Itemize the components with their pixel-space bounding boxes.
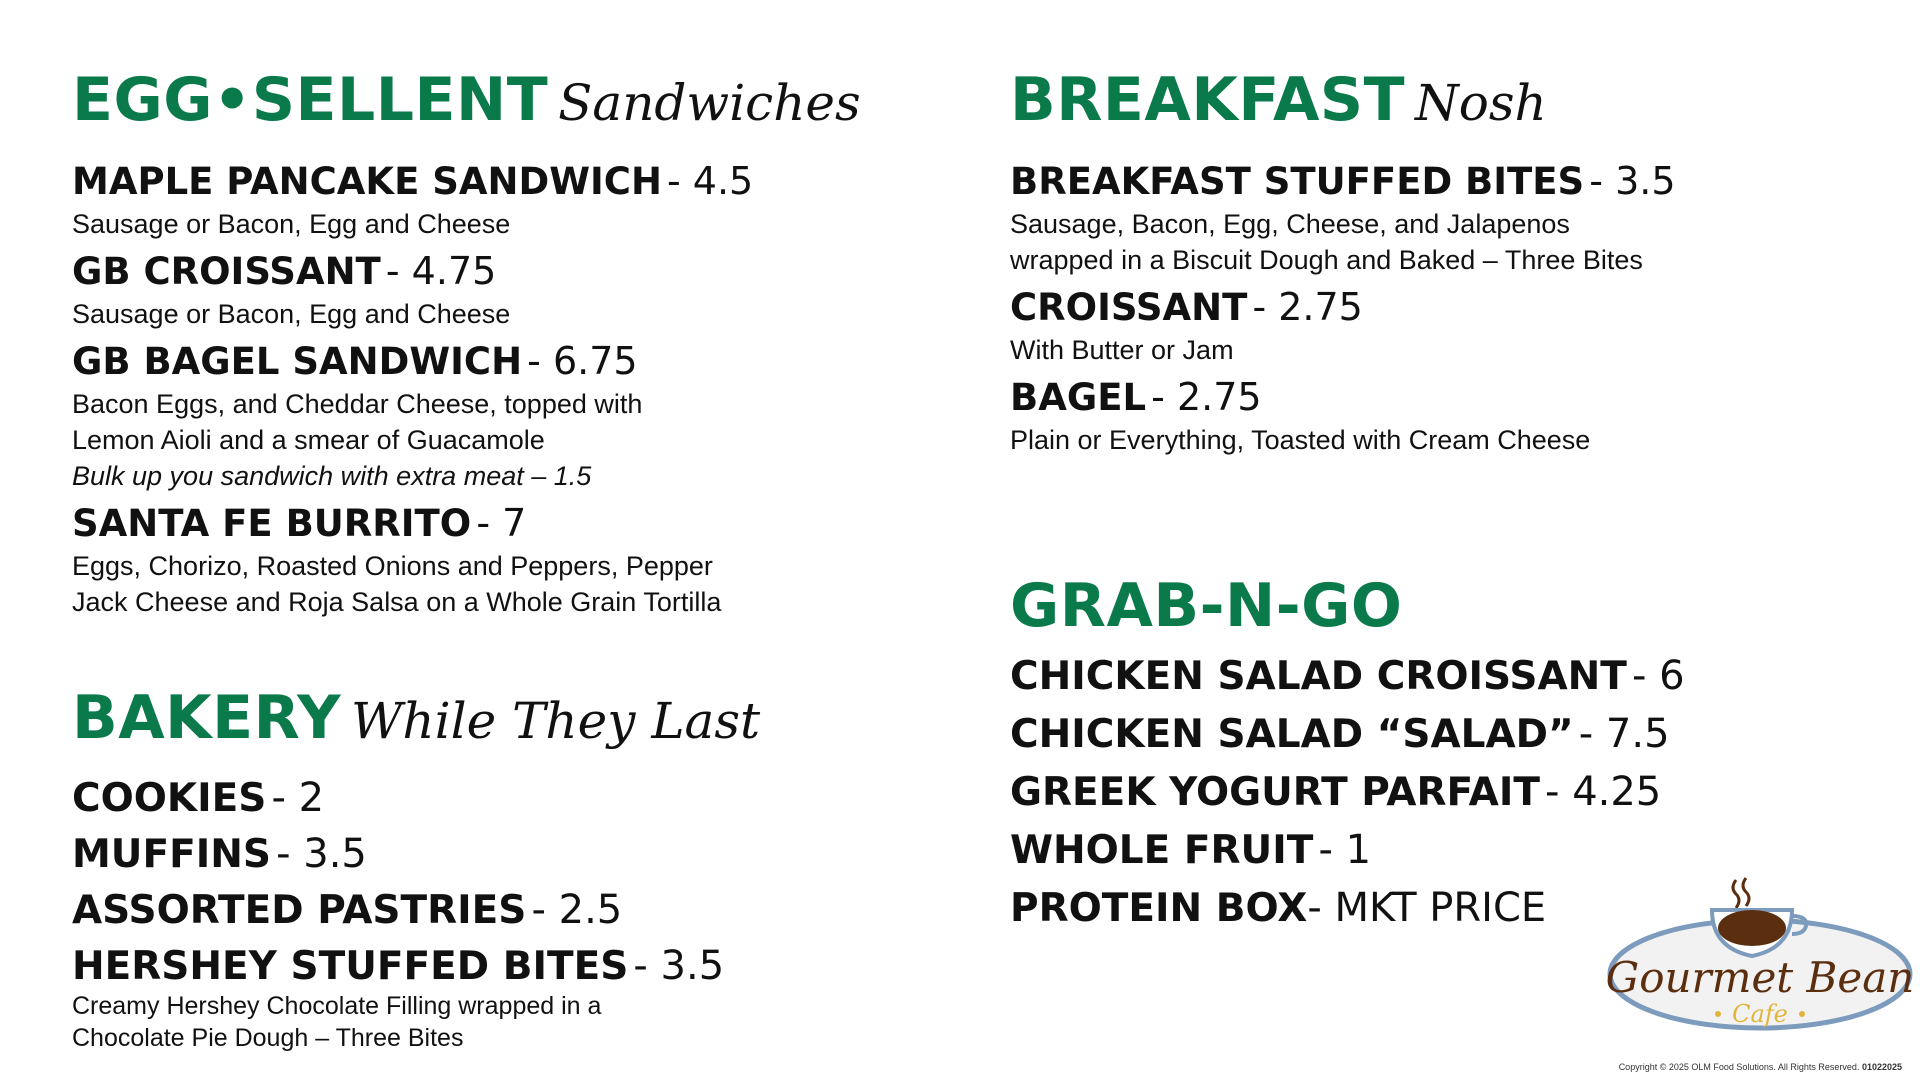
item-name: COOKIES [72,776,267,821]
item-price: - 6 [1632,653,1685,699]
item-price: - 4.25 [1545,769,1662,815]
item-name: GREEK YOGURT PARFAIT [1010,770,1540,815]
description-line: Creamy Hershey Chocolate Filling wrapped in a [72,992,602,1020]
breakfast-title-main: BREAKFAST [1010,65,1406,135]
menu-item-gb-croissant [72,249,511,332]
description-line: Bacon Eggs, and Cheddar Cheese, topped with [72,389,643,419]
copyright-code: 01022025 [1861,1062,1902,1072]
item-price: - 4.5 [667,159,754,203]
logo-dot-icon [1799,1011,1805,1017]
item-name: PROTEIN BOX [1010,886,1308,931]
egg-title-main: EGG•SELLENT [72,65,549,135]
item-name: GB BAGEL SANDWICH [72,340,523,383]
item-price: - 3.5 [1589,159,1676,203]
menu-item-gb-bagel-sandwich [72,339,643,494]
item-price: - 2 [271,775,325,821]
grab-title-main: GRAB-N-GO [1010,571,1403,641]
logo-name: Gourmet Bean [1605,953,1915,1002]
item-price: - 4.75 [385,249,497,293]
item-price: - 3.5 [276,831,367,877]
item-name: HERSHEY STUFFED BITES [72,944,629,989]
bakery-title-script: While They Last [351,692,761,750]
item-price: - 6.75 [527,339,638,383]
item-price: - 1 [1318,827,1372,873]
menu-item-maple-pancake-sandwich [72,159,754,242]
menu-item-protein-box [1010,885,1547,931]
copyright-text: Copyright © 2025 OLM Food Solutions. All Rights Reserved. [1618,1062,1860,1072]
item-price: - 3.5 [633,943,725,989]
item-description: Plain or Everything, Toasted with Cream Cheese [1010,425,1591,455]
logo-dot-icon [1715,1011,1721,1017]
item-name: ASSORTED PASTRIES [72,888,527,933]
item-name: SANTA FE BURRITO [72,502,472,545]
menu-item-cookies [72,775,325,821]
menu-item-chicken-salad-croissant [1010,653,1685,699]
item-price: - 7 [476,501,527,545]
steam-icon [1733,878,1749,908]
item-price: - 7.5 [1578,711,1670,757]
item-description [1010,206,1676,278]
item-description: With Butter or Jam [1010,335,1234,365]
logo-sub: Cafe [1732,1000,1788,1028]
bakery-title-main: BAKERY [72,683,342,753]
menu-item-bagel [1010,375,1591,458]
item-name: WHOLE FRUIT [1010,828,1314,873]
description-line: Sausage, Bacon, Egg, Cheese, and Jalapenos [1010,209,1570,239]
item-price: - MKT PRICE [1307,885,1547,931]
bakery-section-title [72,683,761,753]
description-line: wrapped in a Biscuit Dough and Baked – Three Bites [1010,245,1643,275]
breakfast-title-script: Nosh [1415,74,1547,132]
copyright-notice [1619,1062,1902,1072]
item-price: - 2.75 [1151,375,1262,419]
egg-section-title [72,65,861,135]
breakfast-section-title [1010,65,1547,135]
item-price: - 2.5 [531,887,623,933]
item-name: MAPLE PANCAKE SANDWICH [72,160,662,203]
description-line: Chocolate Pie Dough – Three Bites [72,1024,464,1052]
menu-item-assorted-pastries [72,887,623,933]
gourmet-bean-logo [1600,870,1920,1040]
menu-item-whole-fruit [1010,827,1372,873]
item-name: CHICKEN SALAD CROISSANT [1010,654,1627,699]
item-price: - 2.75 [1252,285,1363,329]
menu-item-santa-fe-burrito [72,501,722,620]
item-description [72,548,721,620]
item-description [72,386,642,494]
menu-item-hershey-stuffed-bites [72,943,725,1054]
grab-section-title [1010,571,1403,641]
item-description: Sausage or Bacon, Egg and Cheese [72,209,511,239]
menu-item-breakfast-stuffed-bites [1010,159,1676,278]
menu-item-croissant [1010,285,1363,368]
menu-item-greek-yogurt-parfait [1010,769,1662,815]
egg-title-script: Sandwiches [558,74,861,132]
item-description [72,990,724,1054]
menu-item-muffins [72,831,367,877]
item-name: MUFFINS [72,832,271,877]
item-note: Bulk up you sandwich with extra meat – 1.5 [72,461,592,491]
item-name: GB CROISSANT [72,250,381,293]
description-line: Eggs, Chorizo, Roasted Onions and Peppers, Pepper [72,551,713,581]
menu-item-chicken-salad-salad [1010,711,1670,757]
description-line: Jack Cheese and Roja Salsa on a Whole Grain Tortilla [72,587,722,617]
item-name: BREAKFAST STUFFED BITES [1010,160,1585,203]
description-line: Lemon Aioli and a smear of Guacamole [72,425,545,455]
item-name: CROISSANT [1010,286,1248,329]
item-name: BAGEL [1010,376,1147,419]
item-name: CHICKEN SALAD “SALAD” [1010,712,1574,757]
item-description: Sausage or Bacon, Egg and Cheese [72,299,511,329]
